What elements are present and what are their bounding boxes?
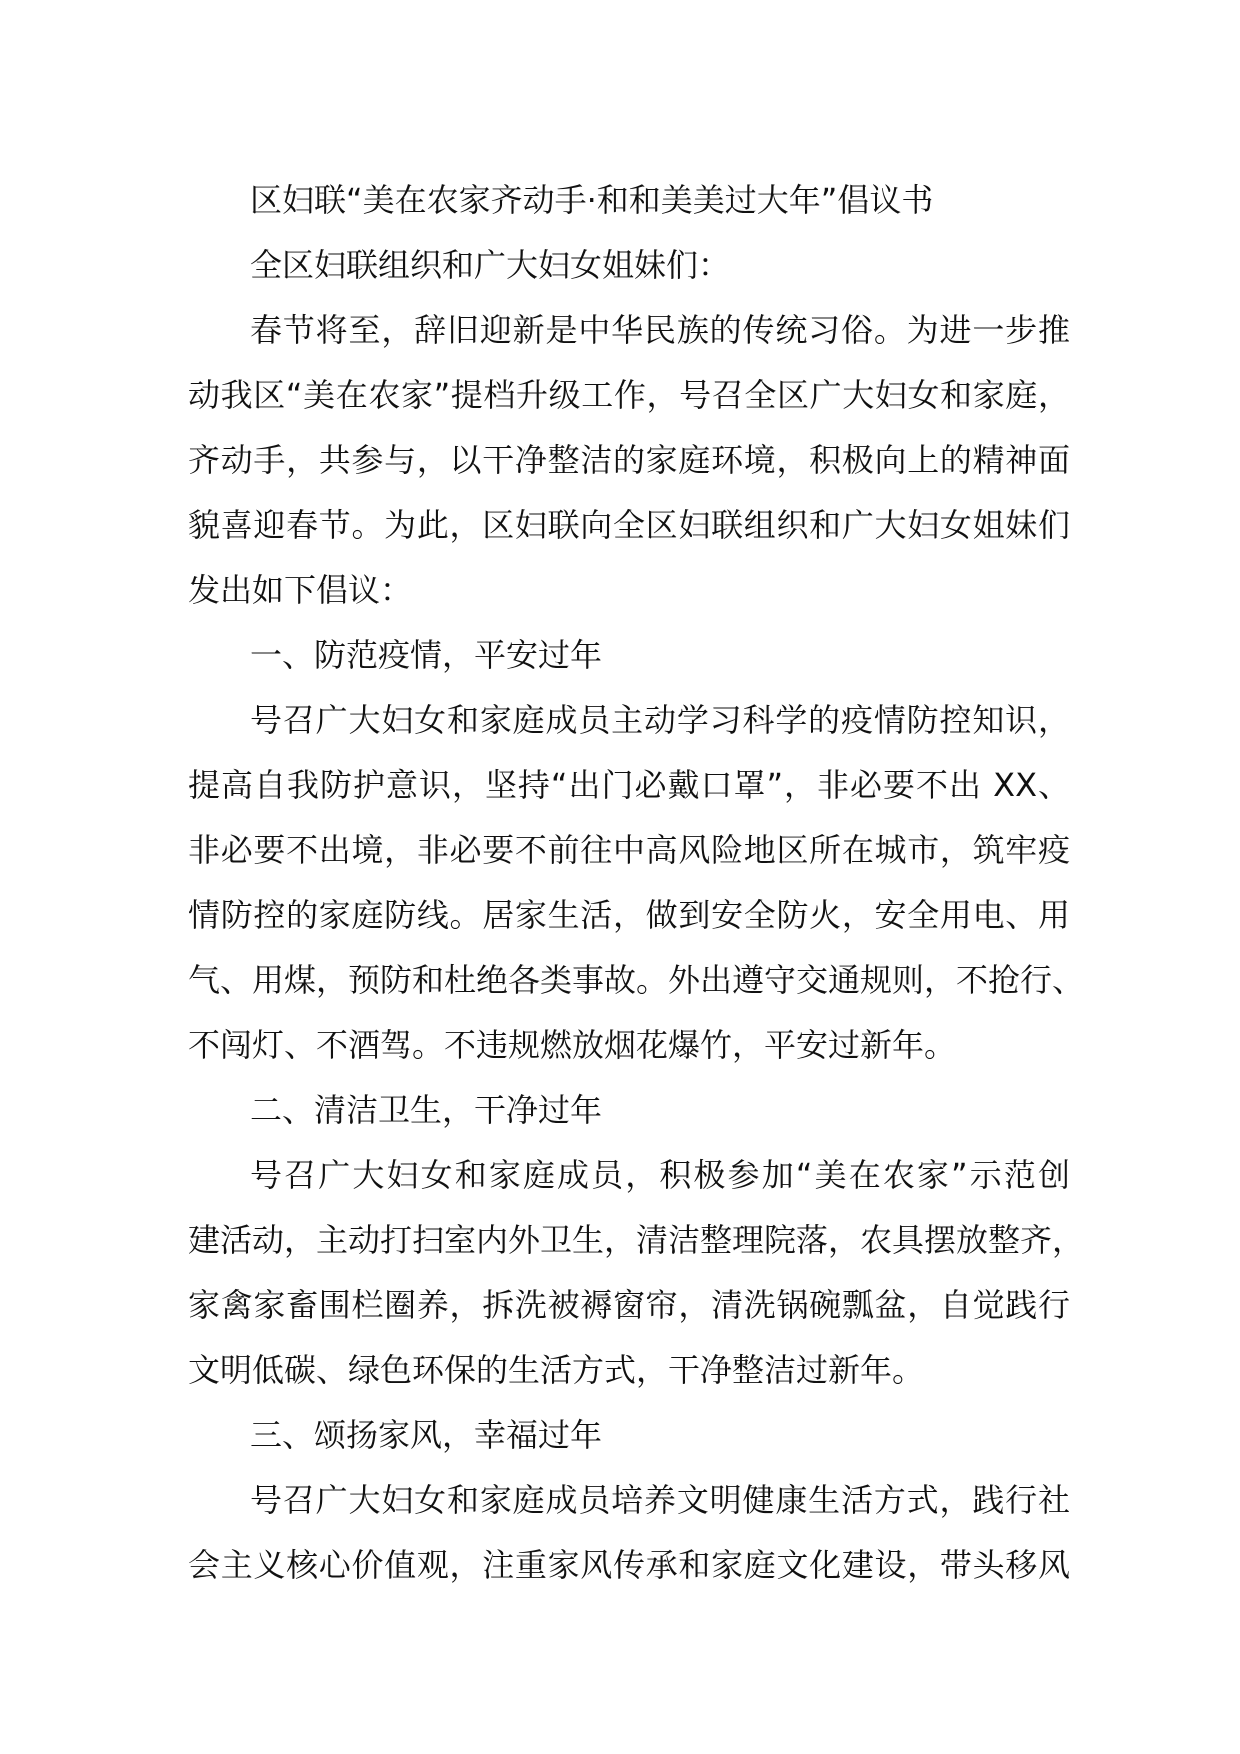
- section-heading-2: 二、清洁卫生，干净过年: [250, 1091, 603, 1129]
- section-heading-1: 一、防范疫情，平安过年: [250, 636, 603, 674]
- section3-line: 会主义核心价值观，注重家风传承和家庭文化建设，带头移风: [188, 1546, 1070, 1584]
- intro-line: 貌喜迎春节。为此，区妇联向全区妇联组织和广大妇女姐妹们: [188, 506, 1070, 544]
- intro-line: 发出如下倡议：: [188, 571, 413, 609]
- intro-line: 春节将至，辞旧迎新是中华民族的传统习俗。为进一步推: [250, 311, 1070, 349]
- salutation: 全区妇联组织和广大妇女姐妹们：: [250, 246, 731, 284]
- section3-line: 号召广大妇女和家庭成员培养文明健康生活方式，践行社: [250, 1481, 1070, 1519]
- section1-line: 不闯灯、不酒驾。不违规燃放烟花爆竹，平安过新年。: [188, 1026, 957, 1064]
- section2-line: 建活动，主动打扫室内外卫生，清洁整理院落，农具摆放整齐，: [188, 1221, 1085, 1259]
- intro-line: 齐动手，共参与，以干净整洁的家庭环境，积极向上的精神面: [188, 441, 1070, 479]
- section2-line: 文明低碳、绿色环保的生活方式，干净整洁过新年。: [188, 1351, 925, 1389]
- document-body: [188, 168, 1085, 1598]
- section2-line: 号召广大妇女和家庭成员，积极参加“美在农家”示范创: [250, 1156, 1070, 1194]
- intro-line: 动我区“美在农家”提档升级工作，号召全区广大妇女和家庭，: [188, 376, 1070, 414]
- section-heading-3: 三、颂扬家风，幸福过年: [250, 1416, 603, 1454]
- section1-line: 气、用煤，预防和杜绝各类事故。外出遵守交通规则，不抢行、: [188, 961, 1085, 999]
- section2-line: 家禽家畜围栏圈养，拆洗被褥窗帘，清洗锅碗瓢盆，自觉践行: [188, 1286, 1070, 1324]
- section1-line: 情防控的家庭防线。居家生活，做到安全防火，安全用电、用: [188, 896, 1070, 934]
- section1-line: 提高自我防护意识，坚持“出门必戴口罩”，非必要不出 XX、: [188, 766, 1070, 804]
- section1-line: 非必要不出境，非必要不前往中高风险地区所在城市，筑牢疫: [188, 831, 1070, 869]
- section1-line: 号召广大妇女和家庭成员主动学习科学的疫情防控知识，: [250, 701, 1070, 739]
- document-title: 区妇联“美在农家齐动手·和和美美过大年”倡议书: [250, 181, 934, 219]
